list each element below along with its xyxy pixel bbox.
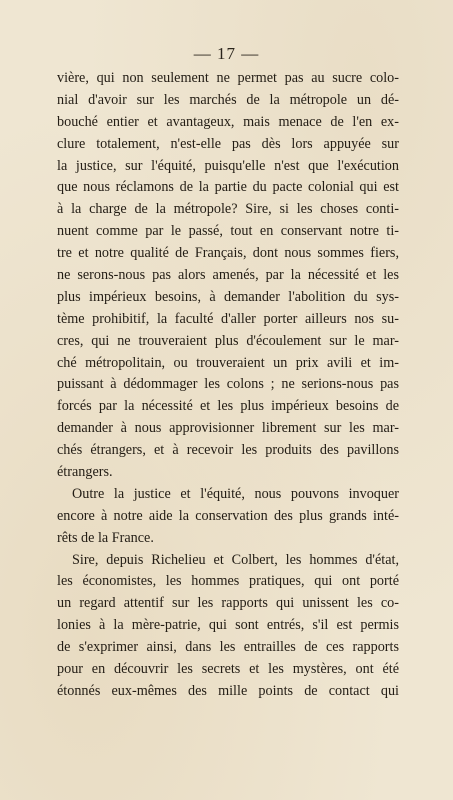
text-line: clure totalement, n'est-elle pas dès lors appuyée sur (57, 135, 399, 152)
text-line: lonies à la mère-patrie, qui sont entrés, s'il est permis (57, 617, 399, 634)
text-line: puissant à dédommager les colons ; ne serions-nous pas (57, 376, 399, 393)
text-line: les économistes, les hommes pratiques, qui ont porté (57, 573, 399, 590)
paragraph-end-line: rêts de la France. (57, 529, 154, 546)
text-line: encore à notre aide la conservation des plus grands inté- (57, 507, 399, 524)
text-line: bouché entier et avantageux, mais menace de l'en ex- (57, 113, 399, 130)
text-line: à la charge de la métropole? Sire, si les choses conti- (57, 201, 399, 218)
text-line: tème prohibitif, la faculté d'aller porter ailleurs nos su- (57, 310, 399, 327)
text-line: chés étrangers, et à recevoir les produits des pavillons (57, 442, 399, 459)
text-line: que nous réclamons de la partie du pacte colonial qui est (57, 179, 399, 196)
text-line: ché métropolitain, ou trouveraient un prix avili et im- (57, 354, 399, 371)
text-line: vière, qui non seulement ne permet pas au sucre colo- (57, 70, 399, 86)
text-line: nuent comme par le passé, tout en conservant notre ti- (57, 223, 399, 240)
text-line: forcés par la nécessité et les plus impérieux besoins de (57, 398, 399, 415)
text-line: de s'exprimer ainsi, dans les entrailles de ces rapports (57, 639, 399, 656)
text-line: la justice, sur l'équité, puisqu'elle n'est que l'exécution (57, 157, 399, 174)
body-text (57, 68, 399, 703)
text-line: cres, qui ne trouveraient plus d'écoulement sur le mar- (57, 332, 399, 349)
text-line: plus impérieux besoins, à demander l'abolition du sys- (57, 288, 399, 305)
text-line: un regard attentif sur les rapports qui unissent les co- (57, 595, 399, 612)
text-line: pour en découvrir les secrets et les mystères, ont été (57, 661, 399, 678)
text-line: étonnés eux-mêmes des mille points de contact qui (57, 682, 399, 699)
text-line: nial d'avoir sur les marchés de la métropole un dé- (57, 91, 399, 108)
page-number: — 17 — (193, 44, 260, 63)
text-line: demander à nous approvisionner librement sur les mar- (57, 420, 399, 437)
text-line: ne serons-nous pas alors amenés, par la nécessité et les (57, 267, 399, 284)
paragraph-start-line: Sire, depuis Richelieu et Colbert, les hommes d'état, (72, 551, 399, 568)
text-line: tre et notre qualité de Français, dont nous sommes fiers, (57, 245, 399, 262)
paragraph-end-line: étrangers. (57, 464, 113, 481)
paragraph-start-line: Outre la justice et l'équité, nous pouvons invoquer (72, 485, 399, 502)
